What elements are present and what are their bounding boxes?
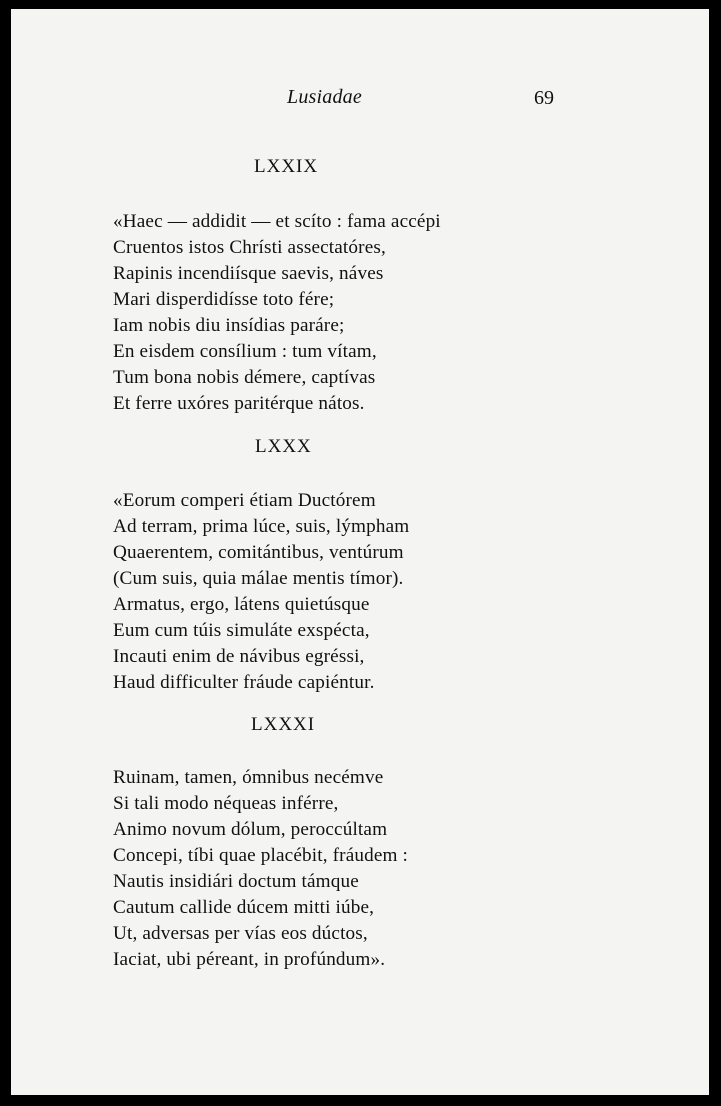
- stanza-number: LXXXI: [251, 714, 316, 735]
- verse-line: Animo novum dólum, peroccúltam: [113, 819, 388, 840]
- verse-line: Concepi, tíbi quae placébit, fráudem :: [113, 845, 409, 866]
- verse-line: Nautis insidiári doctum támque: [113, 871, 359, 892]
- verse-line: Tum bona nobis démere, captívas: [113, 367, 376, 388]
- verse-line: Haud difficulter fráude capiéntur.: [113, 672, 375, 693]
- verse-line: Rapinis incendiísque saevis, náves: [113, 263, 384, 284]
- stanza-number: LXXX: [255, 436, 312, 457]
- verse-line: Cruentos istos Chrísti assectatóres,: [113, 237, 386, 258]
- running-header-title: Lusiadae: [287, 86, 362, 108]
- verse-line: «Haec — addidit — et scíto : fama accépi: [113, 211, 441, 232]
- stanza-verse: [113, 765, 408, 973]
- verse-line: «Eorum comperi étiam Ductórem: [113, 490, 376, 511]
- verse-line: Iam nobis diu insídias paráre;: [113, 315, 345, 336]
- verse-line: Et ferre uxóres paritérque nátos.: [113, 393, 365, 414]
- verse-line: Ad terram, prima lúce, suis, lýmpham: [113, 516, 410, 537]
- verse-line: Armatus, ergo, látens quietúsque: [113, 594, 370, 615]
- stanza-verse: [113, 488, 409, 696]
- verse-line: Mari disperdidísse toto fére;: [113, 289, 335, 310]
- verse-line: (Cum suis, quia málae mentis tímor).: [113, 568, 404, 589]
- verse-line: En eisdem consílium : tum vítam,: [113, 341, 377, 362]
- verse-line: Si tali modo néqueas inférre,: [113, 793, 339, 814]
- verse-line: Incauti enim de návibus egréssi,: [113, 646, 365, 667]
- verse-line: Cautum callide dúcem mitti iúbe,: [113, 897, 375, 918]
- stanza-number: LXXIX: [254, 156, 319, 177]
- verse-line: Quaerentem, comitántibus, ventúrum: [113, 542, 404, 563]
- verse-line: Eum cum túis simuláte exspécta,: [113, 620, 370, 641]
- verse-line: Iaciat, ubi péreant, in profúndum».: [113, 949, 386, 970]
- page-number: 69: [534, 87, 554, 109]
- stanza-verse: [113, 209, 441, 417]
- verse-line: Ruinam, tamen, ómnibus necémve: [113, 767, 384, 788]
- book-page: [11, 9, 709, 1095]
- verse-line: Ut, adversas per vías eos dúctos,: [113, 923, 368, 944]
